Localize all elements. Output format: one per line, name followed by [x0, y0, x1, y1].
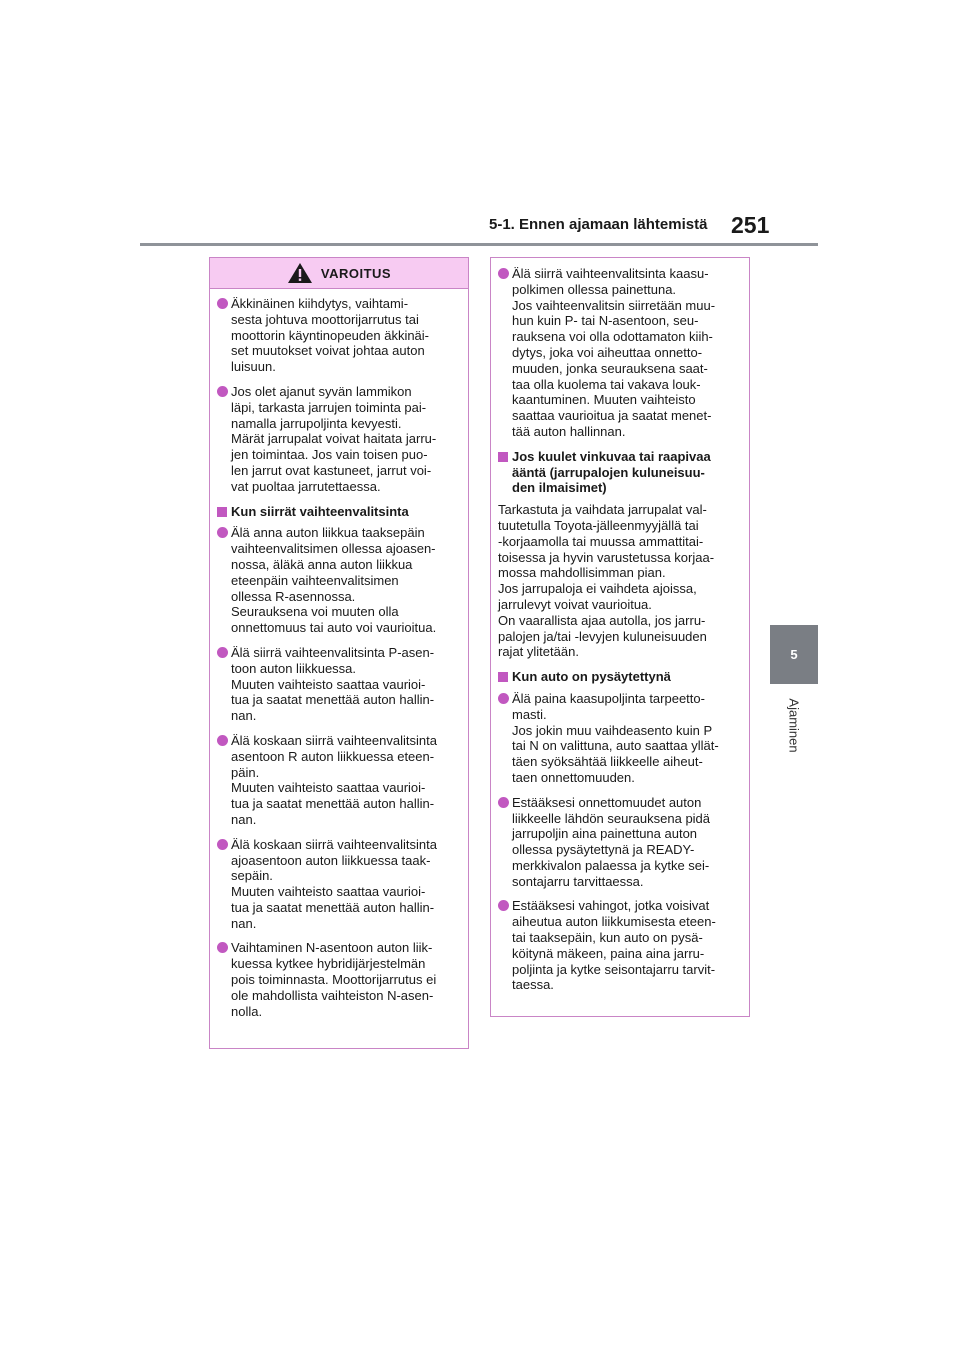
chapter-tab[interactable] [770, 625, 818, 684]
list-item [498, 898, 741, 993]
list-item-text: Estääksesi vahingot, jotka voisivat aiheutua auton liikkumisesta eteen- tai taaksepäin, kun auto on pysä- köitynä mäkeen, paina aina jarru- poljinta ja kytke seisontajarru tarvit- taessa. [512, 898, 716, 993]
list-item [498, 795, 741, 890]
bullet-icon [498, 693, 512, 705]
list-item-text: Älä koskaan siirrä vaihteenvalitsinta ajoasentoon auton liikkuessa taak- sepäin. Muuten vaihteisto saattaa vaurioi- tua ja saatat menettää auton hallin- nan. [231, 836, 437, 931]
list-item-text: Äkkinäinen kiihdytys, vaihtami- sesta johtuva moottorijarrutus tai moottorin käyntinopeuden äkkinäi- set muutokset voivat johtaa auton luisuun. [231, 296, 430, 375]
subheading-text: Jos kuulet vinkuvaa tai raapivaa ääntä (jarrupalojen kuluneisuu- den ilmaisimet) [512, 448, 711, 496]
list-item [217, 645, 460, 724]
warning-content-right [491, 258, 749, 993]
list-item [498, 266, 741, 440]
subheading [498, 449, 741, 496]
warning-box-right [490, 257, 750, 1017]
bullet-icon [498, 900, 512, 912]
list-item [217, 940, 460, 1019]
list-item-text: Älä koskaan siirrä vaihteenvalitsinta asentoon R auton liikkuessa eteen- päin. Muuten vaihteisto saattaa vaurioi- tua ja saatat menettää auton hallin- nan. [231, 732, 437, 827]
list-item [498, 691, 741, 786]
warning-content-left [210, 289, 468, 1019]
chapter-tab-number: 5 [790, 647, 798, 662]
warning-header [210, 258, 468, 289]
square-bullet-icon [217, 504, 231, 520]
bullet-icon [217, 735, 231, 747]
page-number: 251 [731, 212, 770, 238]
square-bullet-icon [498, 669, 512, 685]
list-item-text: Vaihtaminen N-asentoon auton liik- kuessa kytkee hybridijärjestelmän pois toiminnasta. Moottorijarrutus ei ole mahdollista vaihteiston N-asen- nolla. [231, 940, 437, 1019]
chapter-tab-label [781, 690, 807, 760]
bullet-icon [217, 386, 231, 398]
bullet-icon [498, 268, 512, 280]
list-item [217, 837, 460, 932]
list-item-text: Älä anna auton liikkua taaksepäin vaihteenvalitsimen ollessa ajoasen- nossa, äläkä anna auton liikkua eteenpäin vaihteenvalitsimen ollessa R-asennossa. Seurauksena voi muuten olla onnettomuus tai auto voi vaurioitua. [231, 525, 437, 636]
warning-triangle-icon [287, 262, 313, 284]
subheading [498, 669, 741, 685]
chapter-tab-label-text: Ajaminen [786, 697, 802, 753]
bullet-icon [217, 527, 231, 539]
warning-label: VAROITUS [320, 265, 392, 281]
list-item-text: Älä paina kaasupoljinta tarpeetto- masti. Jos jokin muu vaihdeasento kuin P tai N on valittuna, auto saattaa yllät- täen syöksähtää liikkeelle aiheut- taen onnettomuuden. [512, 690, 719, 785]
subheading-text: Kun siirrät vaihteenvalitsinta [231, 503, 409, 519]
bullet-icon [498, 797, 512, 809]
subheading [217, 504, 460, 520]
bullet-icon [217, 839, 231, 851]
list-item-text: Estääksesi onnettomuudet auton liikkeelle lähdön seurauksena pidä jarrupoljin aina painettuna auton ollessa pysäytettynä ja READY- merkkivalon palaessa ja kytke sei- sontajarru tarvittaessa. [512, 794, 711, 889]
list-item [217, 525, 460, 636]
list-item-text: Älä siirrä vaihteenvalitsinta P-asen- toon auton liikkuessa. Muuten vaihteisto saattaa vaurioi- tua ja saatat menettää auton hallin- nan. [231, 644, 435, 724]
list-item [217, 733, 460, 828]
bullet-icon [217, 942, 231, 954]
list-item-text: Älä siirrä vaihteenvalitsinta kaasu- polkimen ollessa painettuna. Jos vaihteenvalitsin siirretään muu- hun kuin P- tai N-asentoon, seu- rauksena voi olla odottamaton kiih- dytys, joka voi aiheuttaa onnetto- muuden, jonka seurauksena saat- taa olla kuolema tai vakava louk- kaantuminen. Muuten vaihteisto saattaa vaurioitua ja saatat menet- tää auton hallinnan. [512, 266, 716, 439]
list-item [217, 384, 460, 495]
square-bullet-icon [498, 449, 512, 496]
list-item-text: Jos olet ajanut syvän lammikon läpi, tarkasta jarrujen toiminta pai- namalla jarrupoljinta kevyesti. Märät jarrupalat voivat haitata jarru- jen toimintaa. Jos vain toisen puo- len jarrut ovat kastuneet, jarrut voi- vat puoltaa jarrutettaessa. [231, 383, 437, 494]
list-item [217, 296, 460, 375]
bullet-icon [217, 298, 231, 310]
bullet-icon [217, 647, 231, 659]
section-title: 5-1. Ennen ajamaan lähtemistä [489, 216, 708, 233]
header-divider [140, 243, 818, 246]
subheading-text: Kun auto on pysäytettynä [512, 669, 671, 685]
paragraph: Tarkastuta ja vaihdata jarrupalat val- tuutetulla Toyota-jälleenmyyjällä tai -korjaamolla tai muussa ammattitai- toisessa ja hyvin varustetussa korjaa- mossa mahdollisimman pian. Jos jarrupaloja ei vaihdeta ajoissa, jarrulevyt voivat vaurioitua. On vaarallista ajaa autolla, jos jarru- palojen ja/tai -levyjen kuluneisuuden rajat ylitetään. [498, 502, 715, 660]
warning-box-left [209, 257, 469, 1049]
